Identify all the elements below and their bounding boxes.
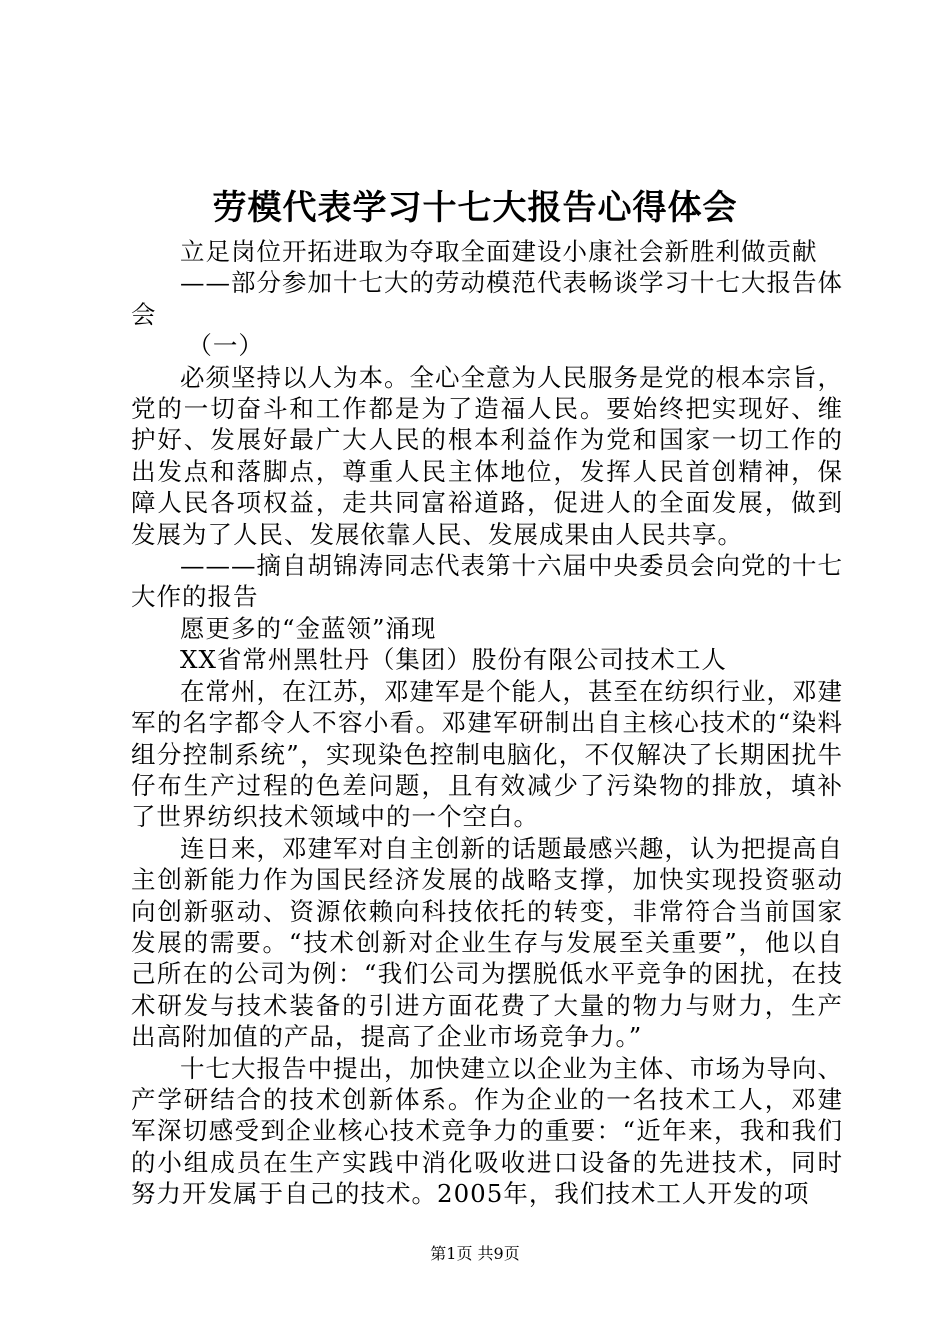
body-paragraph: 连日来，邓建军对自主创新的话题最感兴趣，认为把提高自主创新能力作为国民经济发展的战略支撑，加快实现投资驱动向创新驱动、资源依赖向科技依托的转变，非常符合当前国家发展的需要。“技术创新对企业生存与发展至关重要”，他以自己所在的公司为例：“我们公司为摆脱低水平竞争的困扰，在技术研发与技术装备的引进方面花费了大量的物力与财力，生产出高附加值的产品，提高了企业市场竞争力。” bbox=[131, 833, 843, 1052]
page-number-footer: 第1页 共9页 bbox=[430, 1244, 520, 1263]
section-number: （一） bbox=[187, 331, 264, 361]
body-paragraph: 十七大报告中提出，加快建立以企业为主体、市场为导向、产学研结合的技术创新体系。作为企业的一名技术工人，邓建军深切感受到企业核心技术竞争力的重要：“近年来，我和我们的小组成员在生产实践中消化吸收进口设备的先进技术，同时努力开发属于自己的技术。2005年，我们技术工人开发的项 bbox=[131, 1053, 843, 1209]
body-paragraph: 必须坚持以人为本。全心全意为人民服务是党的根本宗旨，党的一切奋斗和工作都是为了造福人民。要始终把实现好、维护好、发展好最广大人民的根本利益作为党和国家一切工作的出发点和落脚点，尊重人民主体地位，发挥人民首创精神，保障人民各项权益，走共同富裕道路，促进人的全面发展，做到发展为了人民、发展依靠人民、发展成果由人民共享。 bbox=[131, 362, 843, 549]
document-body bbox=[131, 236, 843, 1210]
body-paragraph: 在常州，在江苏，邓建军是个能人，甚至在纺织行业，邓建军的名字都令人不容小看。邓建军研制出自主核心技术的“染料组分控制系统”，实现染色控制电脑化，不仅解决了长期困扰牛仔布生产过程的色差问题，且有效减少了污染物的排放，填补了世界纺织技术领域中的一个空白。 bbox=[131, 676, 843, 832]
section-heading: 愿更多的“金蓝领”涌现 bbox=[180, 613, 437, 643]
quote-source: ———摘自胡锦涛同志代表第十六届中央委员会向党的十七大作的报告 bbox=[131, 551, 843, 612]
subtitle-line: 立足岗位开拓进取为夺取全面建设小康社会新胜利做贡献 bbox=[180, 237, 818, 266]
author-affiliation: XX省常州黑牡丹（集团）股份有限公司技术工人 bbox=[180, 645, 727, 675]
subtitle-dash-line: ——部分参加十七大的劳动模范代表畅谈学习十七大报告体会 bbox=[131, 268, 843, 329]
document-title: 劳模代表学习十七大报告心得体会 bbox=[212, 188, 738, 228]
